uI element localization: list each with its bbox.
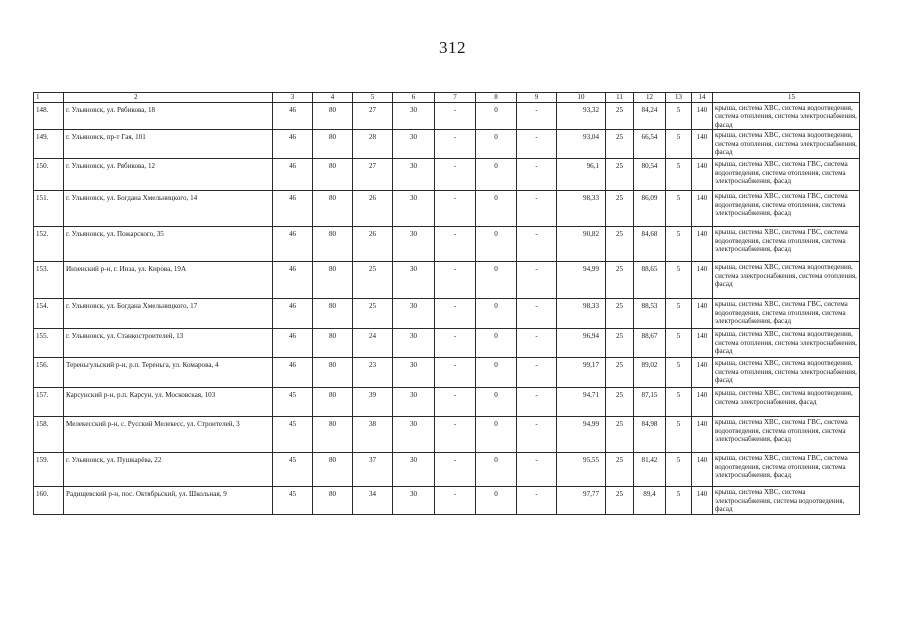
address-cell: г. Ульяновск, ул. Рябикова, 12 bbox=[64, 159, 273, 191]
col-3-cell: 46 bbox=[273, 262, 313, 299]
table-row bbox=[34, 358, 860, 388]
col-12-cell: 89,4 bbox=[634, 487, 666, 515]
col-12-cell: 84,68 bbox=[634, 227, 666, 262]
col-10-cell: 99,17 bbox=[557, 358, 606, 388]
table-body bbox=[34, 103, 860, 515]
col-4-cell: 80 bbox=[313, 487, 353, 515]
col-5-cell: 26 bbox=[353, 227, 393, 262]
col-11-cell: 25 bbox=[606, 262, 634, 299]
col-8-cell: 0 bbox=[476, 388, 517, 417]
col-10-cell: 90,82 bbox=[557, 227, 606, 262]
col-10-cell: 93,32 bbox=[557, 103, 606, 130]
col-11-cell: 25 bbox=[606, 329, 634, 358]
col-7-cell: - bbox=[435, 417, 476, 453]
col-14-cell: 140 bbox=[692, 262, 713, 299]
table-row bbox=[34, 262, 860, 299]
col-4-cell: 80 bbox=[313, 388, 353, 417]
repair-works-cell: крыша, система ХВС, система ГВС, система водоотведения, система отопления, система электроснабжения, фасад bbox=[713, 227, 860, 262]
col-3-cell: 45 bbox=[273, 388, 313, 417]
col-13-cell: 5 bbox=[666, 227, 692, 262]
col-7-cell: - bbox=[435, 159, 476, 191]
col-14-cell: 140 bbox=[692, 453, 713, 487]
col-8-cell: 0 bbox=[476, 453, 517, 487]
col-9-cell: - bbox=[517, 388, 557, 417]
repair-works-cell: крыша, система ХВС, система водоотведения, система отопления, система электроснабжения, фасад bbox=[713, 130, 860, 159]
col-3-cell: 46 bbox=[273, 130, 313, 159]
col-3-cell: 46 bbox=[273, 227, 313, 262]
col-5-cell: 24 bbox=[353, 329, 393, 358]
address-cell: г. Ульяновск, ул. Пушкарёва, 22 bbox=[64, 453, 273, 487]
col-6-cell: 30 bbox=[393, 262, 435, 299]
col-12-cell: 88,67 bbox=[634, 329, 666, 358]
col-10-cell: 96,1 bbox=[557, 159, 606, 191]
col-9-cell: - bbox=[517, 453, 557, 487]
address-cell: г. Ульяновск, ул. Богдана Хмельницкого, 14 bbox=[64, 191, 273, 227]
col-4-cell: 80 bbox=[313, 299, 353, 329]
col-8-cell: 0 bbox=[476, 159, 517, 191]
col-14-cell: 140 bbox=[692, 417, 713, 453]
col-14-cell: 140 bbox=[692, 159, 713, 191]
col-3-cell: 45 bbox=[273, 417, 313, 453]
col-5-cell: 34 bbox=[353, 487, 393, 515]
col-7-cell: - bbox=[435, 453, 476, 487]
row-number-cell: 154. bbox=[34, 299, 64, 329]
col-8-cell: 0 bbox=[476, 417, 517, 453]
col-13-cell: 5 bbox=[666, 103, 692, 130]
col-13-cell: 5 bbox=[666, 191, 692, 227]
table-row bbox=[34, 227, 860, 262]
col-13-cell: 5 bbox=[666, 262, 692, 299]
col-5-cell: 37 bbox=[353, 453, 393, 487]
col-9-cell: - bbox=[517, 159, 557, 191]
col-13-cell: 5 bbox=[666, 487, 692, 515]
column-number-8: 8 bbox=[476, 93, 517, 103]
row-number-cell: 156. bbox=[34, 358, 64, 388]
col-8-cell: 0 bbox=[476, 329, 517, 358]
col-13-cell: 5 bbox=[666, 329, 692, 358]
col-9-cell: - bbox=[517, 262, 557, 299]
col-7-cell: - bbox=[435, 358, 476, 388]
col-4-cell: 80 bbox=[313, 130, 353, 159]
col-8-cell: 0 bbox=[476, 487, 517, 515]
col-12-cell: 88,53 bbox=[634, 299, 666, 329]
table-row bbox=[34, 191, 860, 227]
repair-works-cell: крыша, система ХВС, система ГВС, система водоотведения, система отопления, система электроснабжения, фасад bbox=[713, 191, 860, 227]
address-cell: г. Ульяновск, ул. Пожарского, 35 bbox=[64, 227, 273, 262]
col-8-cell: 0 bbox=[476, 191, 517, 227]
column-number-4: 4 bbox=[313, 93, 353, 103]
col-4-cell: 80 bbox=[313, 453, 353, 487]
row-number-cell: 158. bbox=[34, 417, 64, 453]
col-14-cell: 140 bbox=[692, 329, 713, 358]
col-4-cell: 80 bbox=[313, 417, 353, 453]
col-13-cell: 5 bbox=[666, 130, 692, 159]
column-number-7: 7 bbox=[435, 93, 476, 103]
col-12-cell: 87,15 bbox=[634, 388, 666, 417]
column-number-10: 10 bbox=[557, 93, 606, 103]
col-11-cell: 25 bbox=[606, 358, 634, 388]
address-cell: Инзенский р-н, г. Инза, ул. Кирова, 19А bbox=[64, 262, 273, 299]
page-number: 312 bbox=[439, 38, 466, 57]
col-10-cell: 94,99 bbox=[557, 262, 606, 299]
col-8-cell: 0 bbox=[476, 103, 517, 130]
col-9-cell: - bbox=[517, 417, 557, 453]
col-3-cell: 46 bbox=[273, 329, 313, 358]
address-cell: г. Ульяновск, ул. Станкостроителей, 13 bbox=[64, 329, 273, 358]
col-5-cell: 28 bbox=[353, 130, 393, 159]
col-6-cell: 30 bbox=[393, 417, 435, 453]
table-row bbox=[34, 417, 860, 453]
col-10-cell: 95,55 bbox=[557, 453, 606, 487]
col-6-cell: 30 bbox=[393, 487, 435, 515]
col-14-cell: 140 bbox=[692, 130, 713, 159]
col-13-cell: 5 bbox=[666, 358, 692, 388]
col-4-cell: 80 bbox=[313, 227, 353, 262]
repair-works-cell: крыша, система ХВС, система ГВС, система водоотведения, система отопления, система электроснабжения, фасад bbox=[713, 159, 860, 191]
col-5-cell: 25 bbox=[353, 262, 393, 299]
column-number-12: 12 bbox=[634, 93, 666, 103]
table-row bbox=[34, 388, 860, 417]
col-6-cell: 30 bbox=[393, 388, 435, 417]
table-row bbox=[34, 130, 860, 159]
row-number-cell: 148. bbox=[34, 103, 64, 130]
col-3-cell: 46 bbox=[273, 159, 313, 191]
col-12-cell: 89,02 bbox=[634, 358, 666, 388]
col-12-cell: 66,54 bbox=[634, 130, 666, 159]
col-7-cell: - bbox=[435, 329, 476, 358]
col-6-cell: 30 bbox=[393, 159, 435, 191]
repair-works-cell: крыша, система ХВС, система водоотведения, система отопления, система электроснабжения, фасад bbox=[713, 103, 860, 130]
col-3-cell: 45 bbox=[273, 453, 313, 487]
row-number-cell: 149. bbox=[34, 130, 64, 159]
col-5-cell: 26 bbox=[353, 191, 393, 227]
col-14-cell: 140 bbox=[692, 299, 713, 329]
col-6-cell: 30 bbox=[393, 191, 435, 227]
col-8-cell: 0 bbox=[476, 299, 517, 329]
col-10-cell: 96,94 bbox=[557, 329, 606, 358]
repair-works-cell: крыша, система ХВС, система водоотведения, система отопления, система электроснабжения, фасад bbox=[713, 358, 860, 388]
address-cell: Мелекесский р-н, с. Русский Мелекесс, ул. Строителей, 3 bbox=[64, 417, 273, 453]
col-7-cell: - bbox=[435, 388, 476, 417]
col-11-cell: 25 bbox=[606, 417, 634, 453]
row-number-cell: 157. bbox=[34, 388, 64, 417]
col-5-cell: 25 bbox=[353, 299, 393, 329]
repair-works-cell: крыша, система ХВС, система электроснабжения, система водоотведения, фасад bbox=[713, 487, 860, 515]
row-number-cell: 150. bbox=[34, 159, 64, 191]
repair-works-cell: крыша, система ХВС, система водоотведения, система отопления, система электроснабжения, фасад bbox=[713, 329, 860, 358]
col-8-cell: 0 bbox=[476, 130, 517, 159]
col-12-cell: 80,54 bbox=[634, 159, 666, 191]
col-11-cell: 25 bbox=[606, 299, 634, 329]
col-3-cell: 45 bbox=[273, 487, 313, 515]
column-number-6: 6 bbox=[393, 93, 435, 103]
col-11-cell: 25 bbox=[606, 103, 634, 130]
col-9-cell: - bbox=[517, 227, 557, 262]
col-13-cell: 5 bbox=[666, 453, 692, 487]
col-7-cell: - bbox=[435, 103, 476, 130]
col-3-cell: 46 bbox=[273, 358, 313, 388]
column-number-11: 11 bbox=[606, 93, 634, 103]
column-number-13: 13 bbox=[666, 93, 692, 103]
col-5-cell: 23 bbox=[353, 358, 393, 388]
column-number-9: 9 bbox=[517, 93, 557, 103]
table-row bbox=[34, 159, 860, 191]
col-4-cell: 80 bbox=[313, 103, 353, 130]
col-4-cell: 80 bbox=[313, 159, 353, 191]
col-14-cell: 140 bbox=[692, 227, 713, 262]
col-8-cell: 0 bbox=[476, 227, 517, 262]
col-11-cell: 25 bbox=[606, 227, 634, 262]
col-9-cell: - bbox=[517, 130, 557, 159]
col-9-cell: - bbox=[517, 191, 557, 227]
repair-works-cell: крыша, система ХВС, система ГВС, система водоотведения, система отопления, система электроснабжения, фасад bbox=[713, 299, 860, 329]
col-11-cell: 25 bbox=[606, 130, 634, 159]
col-3-cell: 46 bbox=[273, 299, 313, 329]
address-cell: Тереньгульский р-н, р.п. Тереньга, ул. Комарова, 4 bbox=[64, 358, 273, 388]
repair-works-cell: крыша, система ХВС, система водоотведения, система электроснабжения, фасад bbox=[713, 388, 860, 417]
col-5-cell: 39 bbox=[353, 388, 393, 417]
col-6-cell: 30 bbox=[393, 329, 435, 358]
col-14-cell: 140 bbox=[692, 191, 713, 227]
col-6-cell: 30 bbox=[393, 227, 435, 262]
column-number-2: 2 bbox=[64, 93, 273, 103]
col-11-cell: 25 bbox=[606, 191, 634, 227]
col-13-cell: 5 bbox=[666, 417, 692, 453]
col-11-cell: 25 bbox=[606, 159, 634, 191]
row-number-cell: 155. bbox=[34, 329, 64, 358]
table-row bbox=[34, 299, 860, 329]
col-10-cell: 93,04 bbox=[557, 130, 606, 159]
col-14-cell: 140 bbox=[692, 388, 713, 417]
col-7-cell: - bbox=[435, 130, 476, 159]
col-11-cell: 25 bbox=[606, 453, 634, 487]
col-10-cell: 98,33 bbox=[557, 191, 606, 227]
col-7-cell: - bbox=[435, 487, 476, 515]
column-number-row bbox=[34, 93, 860, 103]
col-13-cell: 5 bbox=[666, 299, 692, 329]
address-cell: г. Ульяновск, пр-т Гая, 101 bbox=[64, 130, 273, 159]
col-7-cell: - bbox=[435, 262, 476, 299]
col-6-cell: 30 bbox=[393, 358, 435, 388]
col-9-cell: - bbox=[517, 103, 557, 130]
row-number-cell: 153. bbox=[34, 262, 64, 299]
row-number-cell: 151. bbox=[34, 191, 64, 227]
col-10-cell: 98,33 bbox=[557, 299, 606, 329]
row-number-cell: 160. bbox=[34, 487, 64, 515]
col-12-cell: 88,65 bbox=[634, 262, 666, 299]
col-3-cell: 46 bbox=[273, 103, 313, 130]
col-8-cell: 0 bbox=[476, 262, 517, 299]
col-6-cell: 30 bbox=[393, 453, 435, 487]
col-12-cell: 84,24 bbox=[634, 103, 666, 130]
col-14-cell: 140 bbox=[692, 103, 713, 130]
col-12-cell: 81,42 bbox=[634, 453, 666, 487]
col-10-cell: 94,99 bbox=[557, 417, 606, 453]
col-10-cell: 97,77 bbox=[557, 487, 606, 515]
row-number-cell: 159. bbox=[34, 453, 64, 487]
repair-works-cell: крыша, система ХВС, система ГВС, система водоотведения, система отопления, система электроснабжения, фасад bbox=[713, 453, 860, 487]
col-9-cell: - bbox=[517, 358, 557, 388]
address-cell: г. Ульяновск, ул. Богдана Хмельницкого, 17 bbox=[64, 299, 273, 329]
col-13-cell: 5 bbox=[666, 388, 692, 417]
col-11-cell: 25 bbox=[606, 487, 634, 515]
col-5-cell: 27 bbox=[353, 103, 393, 130]
address-cell: г. Ульяновск, ул. Рябикова, 18 bbox=[64, 103, 273, 130]
col-10-cell: 94,71 bbox=[557, 388, 606, 417]
col-7-cell: - bbox=[435, 227, 476, 262]
table-row bbox=[34, 329, 860, 358]
col-6-cell: 30 bbox=[393, 130, 435, 159]
col-13-cell: 5 bbox=[666, 159, 692, 191]
col-12-cell: 84,98 bbox=[634, 417, 666, 453]
col-11-cell: 25 bbox=[606, 388, 634, 417]
row-number-cell: 152. bbox=[34, 227, 64, 262]
col-9-cell: - bbox=[517, 329, 557, 358]
table-row bbox=[34, 453, 860, 487]
col-9-cell: - bbox=[517, 487, 557, 515]
table-row bbox=[34, 487, 860, 515]
column-number-15: 15 bbox=[713, 93, 860, 103]
repair-works-cell: крыша, система ХВС, система водоотведения, система электроснабжения, система отопления, фасад bbox=[713, 262, 860, 299]
col-14-cell: 140 bbox=[692, 487, 713, 515]
col-4-cell: 80 bbox=[313, 262, 353, 299]
col-7-cell: - bbox=[435, 191, 476, 227]
address-cell: Карсунский р-н, р.п. Карсун, ул. Московская, 103 bbox=[64, 388, 273, 417]
col-4-cell: 80 bbox=[313, 191, 353, 227]
col-6-cell: 30 bbox=[393, 299, 435, 329]
col-8-cell: 0 bbox=[476, 358, 517, 388]
col-4-cell: 80 bbox=[313, 329, 353, 358]
table-row bbox=[34, 103, 860, 130]
col-7-cell: - bbox=[435, 299, 476, 329]
col-4-cell: 80 bbox=[313, 358, 353, 388]
repair-works-cell: крыша, система ХВС, система ГВС, система водоотведения, система отопления, система электроснабжения, фасад bbox=[713, 417, 860, 453]
col-9-cell: - bbox=[517, 299, 557, 329]
col-3-cell: 46 bbox=[273, 191, 313, 227]
col-6-cell: 30 bbox=[393, 103, 435, 130]
column-number-14: 14 bbox=[692, 93, 713, 103]
address-cell: Радищевский р-н, пос. Октябрьский, ул. Школьная, 9 bbox=[64, 487, 273, 515]
col-5-cell: 38 bbox=[353, 417, 393, 453]
col-5-cell: 27 bbox=[353, 159, 393, 191]
column-number-3: 3 bbox=[273, 93, 313, 103]
column-number-5: 5 bbox=[353, 93, 393, 103]
column-number-1: 1 bbox=[34, 93, 64, 103]
repair-register-table bbox=[33, 92, 860, 515]
col-14-cell: 140 bbox=[692, 358, 713, 388]
col-12-cell: 86,09 bbox=[634, 191, 666, 227]
